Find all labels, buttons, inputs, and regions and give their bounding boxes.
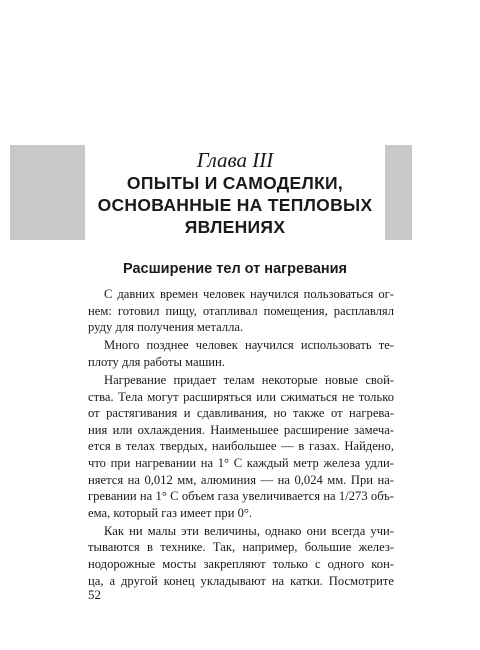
text-line: от растягивания и сдавливания, но также от нагрева- bbox=[88, 406, 394, 421]
section-title: Расширение тел от нагревания bbox=[122, 261, 348, 277]
page-number: 52 bbox=[88, 587, 101, 602]
text-line: плоту для работы машин. bbox=[88, 354, 225, 369]
text-line: что при нагревании на 1° С каждый метр железа удли- bbox=[88, 455, 394, 470]
text-line: няется на 0,012 мм, алюминия — на 0,024 мм. При на- bbox=[88, 472, 394, 487]
text-line: нодорожные мосты закрепляют только с одного кон- bbox=[88, 557, 394, 571]
text-line: руду для получения металла. bbox=[88, 320, 244, 335]
text-line: ется в телах твердых, наибольшее — в газах. Найдено, bbox=[88, 439, 394, 454]
text-line: Нагревание придает телам некоторые новые свой- bbox=[104, 372, 394, 387]
text-line: гревании на 1° С объем газа увеличивается на 1/273 объ- bbox=[88, 489, 394, 504]
chapter-title bbox=[85, 172, 385, 238]
chapter-title-line: ОСНОВАННЫЕ НА ТЕПЛОВЫХ bbox=[97, 195, 373, 215]
text-line: Много позднее человек научился использовать те- bbox=[104, 338, 394, 353]
text-line: Как ни малы эти величины, однако они всегда учи- bbox=[104, 523, 394, 538]
chapter-label: Глава III bbox=[196, 148, 274, 172]
text-line: ства. Тела могут расширяться или сжиматься не только bbox=[88, 389, 394, 404]
text-line: С давних времен человек научился пользоваться ог- bbox=[104, 287, 394, 301]
body-text bbox=[88, 286, 394, 589]
chapter-title-line: ОПЫТЫ И САМОДЕЛКИ, bbox=[126, 173, 344, 193]
chapter-title-line: ЯВЛЕНИЯХ bbox=[184, 217, 286, 237]
text-line: тываются в технике. Так, например, большие желез- bbox=[88, 540, 394, 555]
text-line: нем: готовил пищу, отапливал помещения, расплавлял bbox=[88, 303, 394, 318]
text-line: ния или охлаждения. Наименьшее расширение замеча- bbox=[88, 422, 394, 437]
text-line: ца, а другой конец укладывают на катки. Посмотрите bbox=[88, 573, 394, 588]
text-line: ема, который газ имеет при 0°. bbox=[88, 505, 253, 520]
